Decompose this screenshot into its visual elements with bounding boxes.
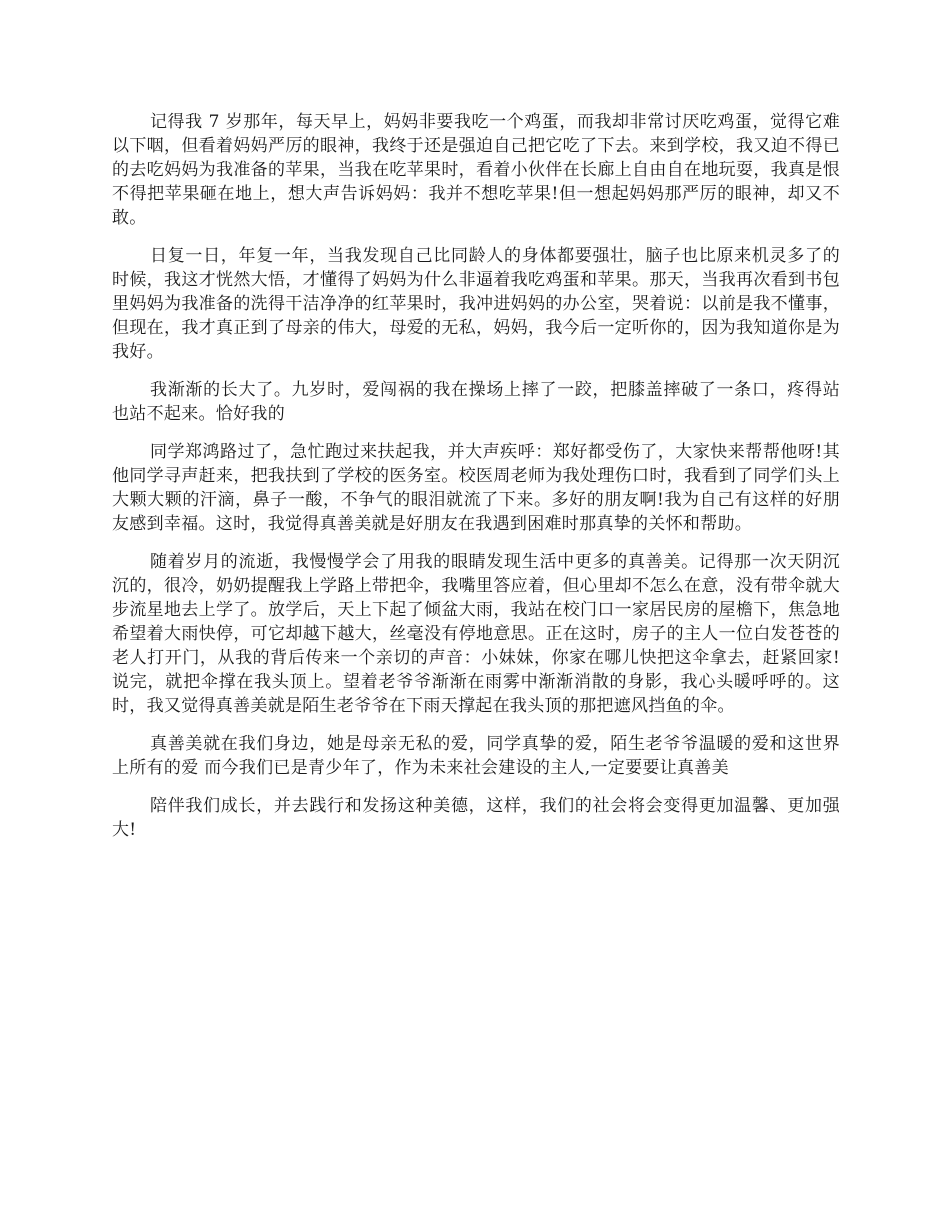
paragraph-realization: 日复一日，年复一年，当我发现自己比同龄人的身体都要强壮，脑子也比原来机灵多了的时候，我这才恍然大悟，才懂得了妈妈为什么非逼着我吃鸡蛋和苹果。那天，当我再次看到书包里妈妈为我准备的洗得干洁净净的红苹果时，我冲进妈妈的办公室，哭着说：以前是我不懂事，但现在，我才真正到了母亲的伟大，母爱的无私，妈妈，我今后一定听你的，因为我知道你是为我好。 (112, 246, 840, 362)
paragraph-fall-injury: 我渐渐的长大了。九岁时，爱闯祸的我在操场上摔了一跤，把膝盖摔破了一条口，疼得站也站不起来。恰好我的 (112, 380, 840, 424)
paragraph-conclusion: 陪伴我们成长，并去践行和发扬这种美德，这样，我们的社会将会变得更加温馨、更加强大! (112, 796, 840, 840)
paragraph-umbrella-story: 随着岁月的流逝，我慢慢学会了用我的眼睛发现生活中更多的真善美。记得那一次天阴沉沉的，很冷，奶奶提醒我上学路上带把伞，我嘴里答应着，但心里却不怎么在意，没有带伞就大步流星地去上学了。放学后，天上下起了倾盆大雨，我站在校门口一家居民房的屋檐下，焦急地希望着大雨快停，可它却越下越大，丝毫没有停地意思。正在这时，房子的主人一位白发苍苍的老人打开门，从我的背后传来一个亲切的声音：小妹妹，你家在哪儿快把这伞拿去，赶紧回家!说完，就把伞撑在我头顶上。望着老爷爷渐渐在雨雾中渐渐消散的身影，我心头暖呼呼的。这时，我又觉得真善美就是陌生老爷爷在下雨天撑起在我头顶的那把遮风挡鱼的伞。 (112, 552, 840, 716)
paragraph-egg-memory: 记得我 7 岁那年，每天早上，妈妈非要我吃一个鸡蛋，而我却非常讨厌吃鸡蛋，觉得它难以下咽，但看着妈妈严厉的眼神，我终于还是强迫自己把它吃了下去。来到学校，我又迫不得已的去吃妈妈为我准备的苹果，当我在吃苹果时，看着小伙伴在长廊上自由自在地玩耍，我真是恨不得把苹果砸在地上，想大声告诉妈妈：我并不想吃苹果!但一想起妈妈那严厉的眼神，却又不敢。 (112, 112, 840, 228)
paragraph-classmate-help: 同学郑鸿路过了，急忙跑过来扶起我，并大声疾呼：郑好都受伤了，大家快来帮帮他呀!其他同学寻声赶来，把我扶到了学校的医务室。校医周老师为我处理伤口时，我看到了同学们头上大颗大颗的汗滴，鼻子一酸，不争气的眼泪就流了下来。多好的朋友啊!我为自己有这样的好朋友感到幸福。这时，我觉得真善美就是好朋友在我遇到困难时那真挚的关怀和帮助。 (112, 442, 840, 534)
paragraph-truth-goodness-beauty: 真善美就在我们身边，她是母亲无私的爱，同学真挚的爱，陌生老爷爷温暖的爱和这世界上所有的爱 而今我们已是青少年了，作为未来社会建设的主人,一定要要让真善美 (112, 734, 840, 778)
